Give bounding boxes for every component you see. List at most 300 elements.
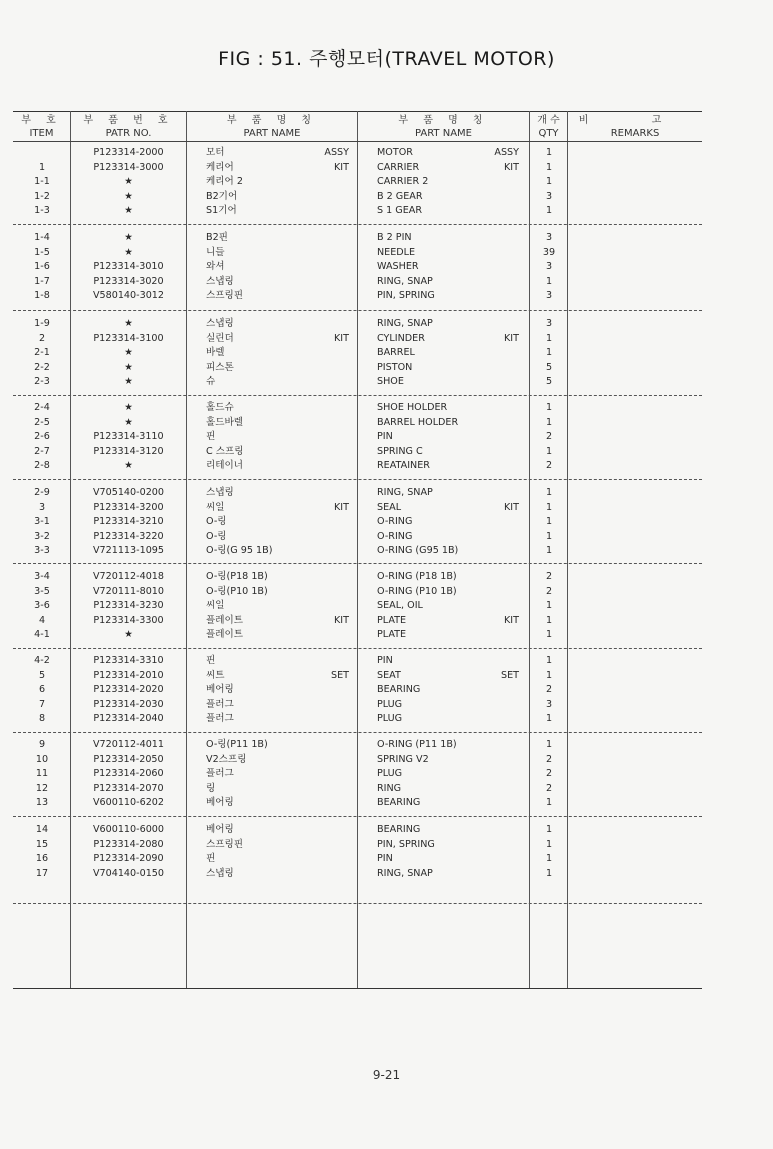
quantity: 3 xyxy=(545,190,553,202)
table-row xyxy=(13,584,702,599)
part-name-english: NEEDLE xyxy=(377,246,416,258)
part-name-korean: 플러그 xyxy=(206,713,234,725)
quantity: 1 xyxy=(545,205,553,217)
table-bottom-rule xyxy=(13,988,702,989)
part-name-korean: 케리어 xyxy=(206,161,234,173)
part-number: P123314-3210 xyxy=(93,516,164,528)
part-tag-korean: KIT xyxy=(334,332,349,344)
table-row xyxy=(13,627,702,642)
part-name-english: SPRING V2 xyxy=(377,753,429,765)
part-name-korean: 피스톤 xyxy=(206,361,234,373)
part-name-english: PIN, SPRING xyxy=(377,290,435,302)
part-name-korean: 플레이트 xyxy=(206,614,244,626)
item-number: 1-9 xyxy=(34,318,50,329)
item-number: 2-9 xyxy=(34,487,50,498)
group-separator xyxy=(13,903,702,904)
part-name-korean: 홀드슈 xyxy=(206,402,234,413)
item-number: 3-1 xyxy=(34,516,50,528)
quantity: 3 xyxy=(545,290,553,302)
table-row xyxy=(13,529,702,544)
part-number: P123314-3300 xyxy=(93,614,164,626)
item-number: 2-3 xyxy=(34,376,50,388)
item-number: 3-3 xyxy=(34,545,50,557)
header-name-english-en: PART NAME xyxy=(414,128,472,139)
part-tag-korean: KIT xyxy=(334,501,349,513)
quantity: 1 xyxy=(545,445,553,457)
part-name-korean: 씨일 xyxy=(206,600,225,612)
quantity: 1 xyxy=(545,416,553,428)
part-name-english: SEAL xyxy=(377,501,402,513)
quantity: 1 xyxy=(545,545,553,557)
part-name-korean: 씨일 xyxy=(206,501,225,513)
part-name-korean: 핀 xyxy=(206,853,216,865)
part-name-korean: O-링 xyxy=(206,530,227,542)
part-number: V721113-1095 xyxy=(92,545,165,557)
item-number: 1-5 xyxy=(34,246,50,258)
part-number: ★ xyxy=(124,376,133,388)
table-row xyxy=(13,866,702,881)
part-number: P123314-3100 xyxy=(93,332,164,344)
item-number: 8 xyxy=(38,713,46,725)
part-name-english: SEAL, OIL xyxy=(377,600,423,612)
part-name-korean: 스냅링 xyxy=(206,275,234,287)
table-row xyxy=(13,429,702,444)
part-name-english: O-RING xyxy=(377,530,413,542)
table-row xyxy=(13,781,702,796)
part-tag-english: KIT xyxy=(504,332,519,344)
part-name-english: O-RING (P11 1B) xyxy=(377,739,457,750)
table-row xyxy=(13,613,702,628)
part-name-english: BEARING xyxy=(377,824,421,835)
part-name-korean: 핀 xyxy=(206,431,216,443)
part-number: V600110-6000 xyxy=(92,824,165,835)
part-number: ★ xyxy=(124,347,133,359)
group-separator xyxy=(13,395,702,396)
quantity: 1 xyxy=(545,867,553,879)
part-name-english: PLUG xyxy=(377,698,403,710)
table-row xyxy=(13,569,702,584)
part-number: P123314-3020 xyxy=(93,275,164,287)
part-tag-korean: KIT xyxy=(334,614,349,626)
part-name-korean: 베어링 xyxy=(206,684,234,696)
quantity: 1 xyxy=(545,332,553,344)
part-name-english: RING, SNAP xyxy=(377,318,433,329)
quantity: 1 xyxy=(545,838,553,850)
quantity: 2 xyxy=(545,571,553,582)
part-number: ★ xyxy=(124,176,133,188)
quantity: 1 xyxy=(545,347,553,359)
part-name-english: RING, SNAP xyxy=(377,867,433,879)
group-separator xyxy=(13,310,702,311)
table-row xyxy=(13,345,702,360)
part-name-english: O-RING xyxy=(377,516,413,528)
part-number: V600110-6202 xyxy=(92,797,165,809)
part-tag-english: ASSY xyxy=(494,147,519,158)
part-number: P123314-3220 xyxy=(93,530,164,542)
item-number: 3-2 xyxy=(34,530,50,542)
part-number: V720112-4011 xyxy=(92,739,165,750)
part-number: V704140-0150 xyxy=(92,867,165,879)
part-number: V720112-4018 xyxy=(92,571,165,582)
item-number: 5 xyxy=(38,669,46,681)
table-row xyxy=(13,174,702,189)
item-number: 4-2 xyxy=(34,655,50,666)
part-name-english: B 2 PIN xyxy=(377,232,412,243)
part-name-korean: O-링(G 95 1B) xyxy=(206,545,273,557)
part-number: P123314-2020 xyxy=(93,684,164,696)
header-name-korean-en: PART NAME xyxy=(243,128,301,139)
table-row xyxy=(13,711,702,726)
part-name-korean: 베어링 xyxy=(206,797,234,809)
part-name-korean: V2스프링 xyxy=(206,753,247,765)
quantity: 2 xyxy=(545,768,553,780)
part-name-korean: B2기어 xyxy=(206,190,238,202)
part-name-english: CARRIER 2 xyxy=(377,176,429,188)
part-name-korean: C 스프링 xyxy=(206,445,244,457)
part-name-korean: O-링 xyxy=(206,516,227,528)
part-number: P123314-2030 xyxy=(93,698,164,710)
table-row xyxy=(13,822,702,837)
part-name-english: SHOE HOLDER xyxy=(377,402,448,413)
group-separator xyxy=(13,224,702,225)
quantity: 2 xyxy=(545,431,553,443)
part-name-korean: 슈 xyxy=(206,376,216,388)
table-row xyxy=(13,752,702,767)
group-separator xyxy=(13,816,702,817)
part-name-english: MOTOR xyxy=(377,147,413,158)
part-name-korean: 스프링핀 xyxy=(206,290,244,302)
part-number: P123314-2000 xyxy=(93,147,164,158)
part-name-korean: 홀드바렐 xyxy=(206,416,244,428)
item-number: 13 xyxy=(35,797,49,809)
part-name-korean: 핀 xyxy=(206,655,216,666)
item-number: 1-3 xyxy=(34,205,50,217)
item-number: 14 xyxy=(35,824,49,835)
part-tag-korean: SET xyxy=(330,669,349,681)
quantity: 1 xyxy=(545,516,553,528)
page-number: 9-21 xyxy=(372,1068,401,1082)
item-number: 2-5 xyxy=(34,416,50,428)
part-tag-english: SET xyxy=(500,669,519,681)
part-number: ★ xyxy=(124,629,133,641)
table-row xyxy=(13,458,702,473)
item-number: 15 xyxy=(35,838,49,850)
item-number: 2-2 xyxy=(34,361,50,373)
part-name-english: PLUG xyxy=(377,768,403,780)
part-name-korean: 니들 xyxy=(206,246,225,258)
part-tag-english: KIT xyxy=(504,501,519,513)
part-name-korean: O-링(P11 1B) xyxy=(206,739,268,750)
part-name-english: PLATE xyxy=(377,614,407,626)
quantity: 1 xyxy=(545,530,553,542)
part-number: V705140-0200 xyxy=(92,487,165,498)
part-number: ★ xyxy=(124,460,133,472)
item-number: 17 xyxy=(35,867,49,879)
part-tag-korean: KIT xyxy=(334,161,349,173)
item-number: 2-6 xyxy=(34,431,50,443)
quantity: 1 xyxy=(545,402,553,413)
part-number: ★ xyxy=(124,361,133,373)
table-row xyxy=(13,485,702,500)
quantity: 1 xyxy=(545,600,553,612)
part-name-english: BEARING xyxy=(377,684,421,696)
item-number: 1 xyxy=(38,161,46,173)
group-separator xyxy=(13,648,702,649)
header-remarks-ko: 비 고 xyxy=(578,115,692,126)
part-number: P123314-3010 xyxy=(93,261,164,273)
part-name-english: CYLINDER xyxy=(377,332,425,344)
quantity: 2 xyxy=(545,753,553,765)
header-part-no xyxy=(71,114,186,140)
item-number: 2-8 xyxy=(34,460,50,472)
part-name-english: RING, SNAP xyxy=(377,275,433,287)
part-name-english: PIN xyxy=(377,431,393,443)
item-number: 3-5 xyxy=(34,585,50,597)
item-number: 11 xyxy=(35,768,49,780)
quantity: 1 xyxy=(545,739,553,750)
part-name-english: PLUG xyxy=(377,713,403,725)
part-number: P123314-3000 xyxy=(93,161,164,173)
item-number: 2-4 xyxy=(34,402,50,413)
item-number: 16 xyxy=(35,853,49,865)
table-row xyxy=(13,737,702,752)
item-number: 2-1 xyxy=(34,347,50,359)
part-tag-korean: ASSY xyxy=(324,147,349,158)
part-name-english: PIN, SPRING xyxy=(377,838,435,850)
item-number: 1-7 xyxy=(34,275,50,287)
table-row xyxy=(13,851,702,866)
item-number: 1-6 xyxy=(34,261,50,273)
item-number: 2-7 xyxy=(34,445,50,457)
part-number: ★ xyxy=(124,190,133,202)
part-number: ★ xyxy=(124,416,133,428)
group-separator xyxy=(13,563,702,564)
quantity: 2 xyxy=(545,782,553,794)
quantity: 2 xyxy=(545,684,553,696)
part-number: ★ xyxy=(124,318,133,329)
quantity: 1 xyxy=(545,501,553,513)
part-name-english: BARREL HOLDER xyxy=(377,416,459,428)
part-name-english: BEARING xyxy=(377,797,421,809)
item-number: 4 xyxy=(38,614,46,626)
part-name-korean: 와셔 xyxy=(206,261,225,273)
table-row xyxy=(13,697,702,712)
part-number: P123314-3110 xyxy=(93,431,164,443)
item-number: 3-6 xyxy=(34,600,50,612)
part-number: ★ xyxy=(124,205,133,217)
table-row xyxy=(13,274,702,289)
quantity: 3 xyxy=(545,232,553,243)
quantity: 3 xyxy=(545,698,553,710)
part-name-korean: 리테이너 xyxy=(206,460,244,472)
part-number: P123314-3120 xyxy=(93,445,164,457)
item-number: 1-2 xyxy=(34,190,50,202)
table-row xyxy=(13,543,702,558)
header-divider xyxy=(13,141,702,142)
part-number: ★ xyxy=(124,232,133,243)
table-row xyxy=(13,360,702,375)
part-number: P123314-3230 xyxy=(93,600,164,612)
quantity: 1 xyxy=(545,147,553,158)
part-name-korean: 스냅링 xyxy=(206,487,234,498)
part-name-english: CARRIER xyxy=(377,161,420,173)
header-qty xyxy=(530,114,567,140)
table-row xyxy=(13,160,702,175)
part-number: P123314-2060 xyxy=(93,768,164,780)
table-row xyxy=(13,514,702,529)
table-row xyxy=(13,189,702,204)
table-row xyxy=(13,374,702,389)
part-name-english: SPRING C xyxy=(377,445,423,457)
part-name-english: SEAT xyxy=(377,669,401,681)
part-number: P123314-2040 xyxy=(93,713,164,725)
item-number: 12 xyxy=(35,782,49,794)
part-name-english: SHOE xyxy=(377,376,404,388)
part-number: P123314-2080 xyxy=(93,838,164,850)
header-qty-en: QTY xyxy=(538,128,559,139)
table-row xyxy=(13,415,702,430)
table-row xyxy=(13,145,702,160)
part-name-korean: 케리어 2 xyxy=(206,176,243,188)
quantity: 1 xyxy=(545,713,553,725)
header-name-english-ko: 부 품 명 칭 xyxy=(398,115,489,126)
quantity: 1 xyxy=(545,853,553,865)
quantity: 5 xyxy=(545,361,553,373)
table-row xyxy=(13,766,702,781)
item-number: 4-1 xyxy=(34,629,50,641)
item-number: 9 xyxy=(38,739,46,750)
part-name-korean: 실린더 xyxy=(206,332,234,344)
part-name-korean: 모터 xyxy=(206,147,225,158)
quantity: 1 xyxy=(545,797,553,809)
page-title: FIG : 51. 주행모터(TRAVEL MOTOR) xyxy=(218,48,555,70)
header-name-english xyxy=(358,114,529,140)
header-item-en: ITEM xyxy=(29,128,54,139)
item-number: 3 xyxy=(38,501,46,513)
part-tag-english: KIT xyxy=(504,614,519,626)
part-name-korean: O-링(P10 1B) xyxy=(206,585,268,597)
part-name-english: PLATE xyxy=(377,629,407,641)
group-separator xyxy=(13,732,702,733)
part-name-korean: 스냅링 xyxy=(206,318,234,329)
part-name-english: O-RING (P18 1B) xyxy=(377,571,457,582)
part-name-english: RING xyxy=(377,782,402,794)
part-number: ★ xyxy=(124,402,133,413)
part-name-korean: S1기어 xyxy=(206,205,237,217)
group-separator xyxy=(13,479,702,480)
item-number: 1-8 xyxy=(34,290,50,302)
part-name-korean: O-링(P18 1B) xyxy=(206,571,268,582)
part-number: V580140-3012 xyxy=(92,290,165,302)
header-part-no-ko: 부 품 번 호 xyxy=(83,115,174,126)
part-name-korean: 바렐 xyxy=(206,347,225,359)
part-number: P123314-2090 xyxy=(93,853,164,865)
quantity: 3 xyxy=(545,261,553,273)
table-row xyxy=(13,259,702,274)
part-name-english: B 2 GEAR xyxy=(377,190,423,202)
item-number: 1-4 xyxy=(34,232,50,243)
part-name-korean: 씨트 xyxy=(206,669,225,681)
part-name-korean: 플러그 xyxy=(206,698,234,710)
table-row xyxy=(13,230,702,245)
quantity: 1 xyxy=(545,176,553,188)
table-row xyxy=(13,500,702,515)
header-remarks-en: REMARKS xyxy=(610,128,660,139)
header-part-no-en: PATR NO. xyxy=(105,128,152,139)
quantity: 3 xyxy=(545,318,553,329)
part-name-korean: 플레이트 xyxy=(206,629,244,641)
item-number: 1-1 xyxy=(34,176,50,188)
quantity: 1 xyxy=(545,161,553,173)
part-name-english: PIN xyxy=(377,853,393,865)
quantity: 1 xyxy=(545,669,553,681)
part-name-english: WASHER xyxy=(377,261,419,273)
header-remarks xyxy=(568,114,702,140)
part-number: P123314-2070 xyxy=(93,782,164,794)
part-number: V720111-8010 xyxy=(92,585,165,597)
quantity: 5 xyxy=(545,376,553,388)
table-row xyxy=(13,203,702,218)
quantity: 1 xyxy=(545,614,553,626)
table-row xyxy=(13,245,702,260)
part-name-korean: 스프링핀 xyxy=(206,838,244,850)
part-number: P123314-3310 xyxy=(93,655,164,666)
item-number: 2 xyxy=(38,332,46,344)
part-name-english: O-RING (P10 1B) xyxy=(377,585,457,597)
part-name-english: PISTON xyxy=(377,361,413,373)
part-name-korean: B2핀 xyxy=(206,232,228,243)
part-number: P123314-2010 xyxy=(93,669,164,681)
part-name-korean: 플러그 xyxy=(206,768,234,780)
part-name-english: RING, SNAP xyxy=(377,487,433,498)
item-number: 3-4 xyxy=(34,571,50,582)
item-number: 7 xyxy=(38,698,46,710)
item-number: 10 xyxy=(35,753,49,765)
table-row xyxy=(13,795,702,810)
table-row xyxy=(13,668,702,683)
quantity: 2 xyxy=(545,460,553,472)
part-name-english: S 1 GEAR xyxy=(377,205,423,217)
quantity: 1 xyxy=(545,487,553,498)
header-item xyxy=(13,114,70,140)
part-name-korean: 스냅링 xyxy=(206,867,234,879)
header-name-korean-ko: 부 품 명 칭 xyxy=(226,115,318,126)
table-row xyxy=(13,598,702,613)
quantity: 1 xyxy=(545,275,553,287)
table-row xyxy=(13,682,702,697)
part-number: P123314-3200 xyxy=(93,501,164,513)
table-row xyxy=(13,288,702,303)
header-name-korean xyxy=(187,114,357,140)
part-name-english: REATAINER xyxy=(377,460,430,472)
part-name-english: BARREL xyxy=(377,347,415,359)
quantity: 39 xyxy=(542,246,556,258)
part-name-english: PIN xyxy=(377,655,393,666)
header-qty-ko: 개 수 xyxy=(537,115,560,126)
table-row xyxy=(13,653,702,668)
quantity: 1 xyxy=(545,655,553,666)
item-number: 6 xyxy=(38,684,46,696)
table-row xyxy=(13,444,702,459)
table-row xyxy=(13,331,702,346)
table-row xyxy=(13,837,702,852)
part-name-english: O-RING (G95 1B) xyxy=(377,545,459,557)
part-number: ★ xyxy=(124,246,133,258)
part-number: P123314-2050 xyxy=(93,753,164,765)
table-row xyxy=(13,316,702,331)
part-name-korean: 베어링 xyxy=(206,824,234,835)
quantity: 1 xyxy=(545,629,553,641)
